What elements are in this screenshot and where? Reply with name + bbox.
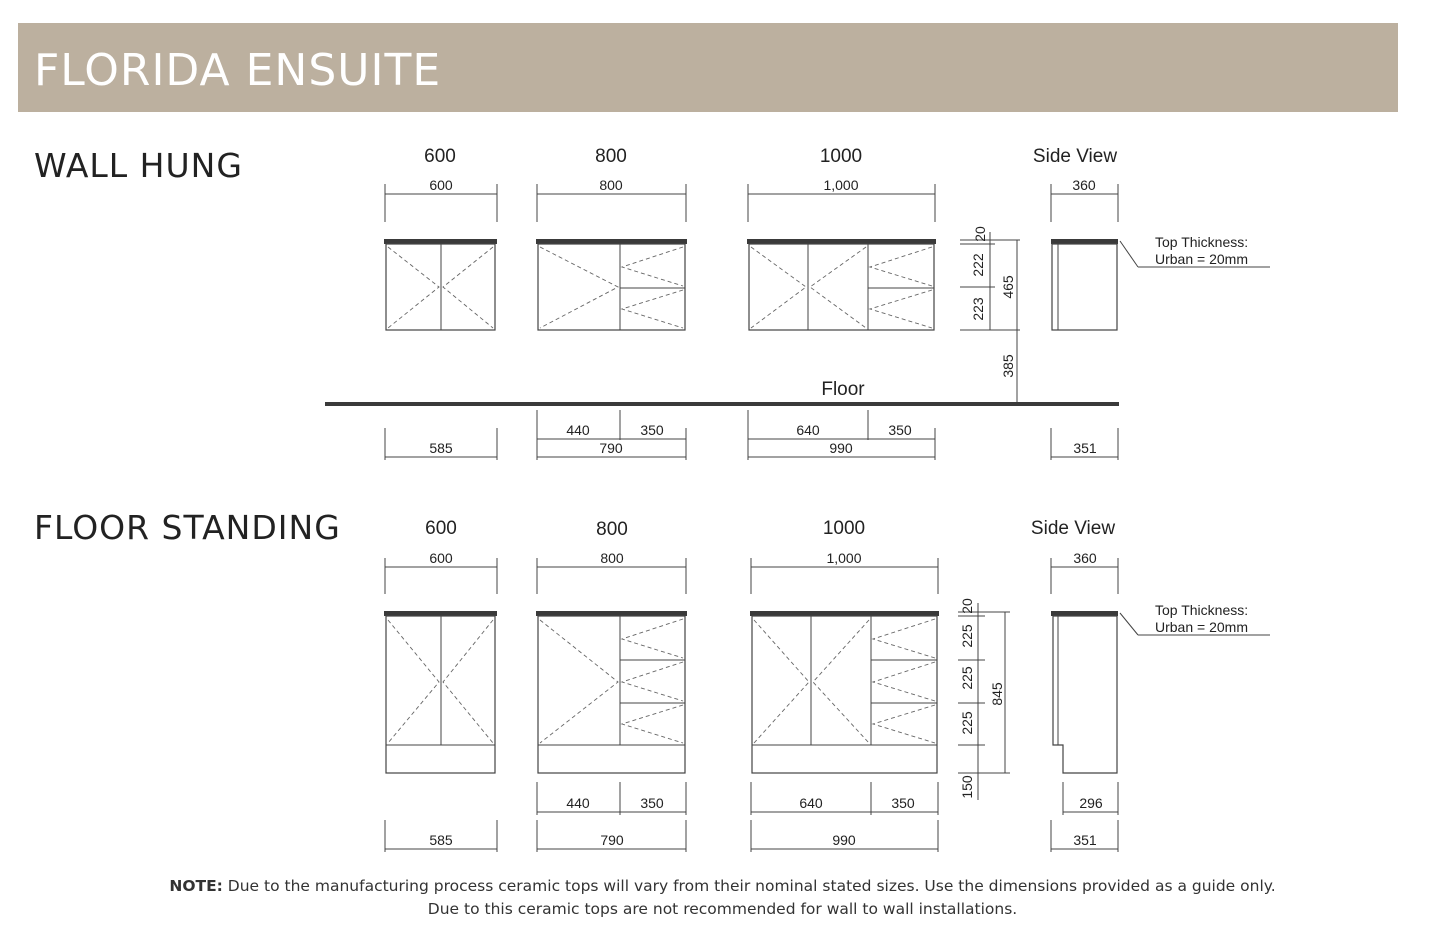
wall-unit-600-label: 600 <box>424 146 456 167</box>
svg-text:350: 350 <box>888 422 912 438</box>
floor-800-bottom-dims <box>537 782 686 852</box>
wall-600-width-dim <box>385 177 497 222</box>
svg-text:296: 296 <box>1079 795 1103 811</box>
svg-text:600: 600 <box>429 177 453 193</box>
note-text-1: Due to the manufacturing process ceramic tops will vary from their nominal stated sizes. Use the dimensions provided as a guide only. <box>227 877 1276 895</box>
svg-text:800: 800 <box>599 177 623 193</box>
svg-text:225: 225 <box>959 624 975 648</box>
svg-text:990: 990 <box>832 832 856 848</box>
svg-text:440: 440 <box>566 795 590 811</box>
wall-cabinet-600 <box>384 239 497 330</box>
svg-text:351: 351 <box>1073 440 1097 456</box>
svg-text:440: 440 <box>566 422 590 438</box>
floor-1000-width-dim <box>751 550 938 594</box>
wall-unit-800-label: 800 <box>595 146 627 167</box>
svg-text:225: 225 <box>959 711 975 735</box>
floor-800-width-dim <box>537 550 686 594</box>
floor-standing-heading: FLOOR STANDING <box>34 508 341 547</box>
wall-800-bottom-dims <box>537 410 686 460</box>
note-line-2: Due to this ceramic tops are not recommended for wall to wall installations. <box>427 900 1018 918</box>
svg-text:225: 225 <box>959 666 975 690</box>
wall-800-width-dim <box>537 177 686 222</box>
svg-text:845: 845 <box>989 682 1005 706</box>
svg-text:790: 790 <box>599 440 623 456</box>
svg-text:351: 351 <box>1073 832 1097 848</box>
page-title: FLORIDA ENSUITE <box>34 45 442 96</box>
note-label: NOTE: <box>169 877 223 895</box>
wall-unit-1000-label: 1000 <box>819 146 863 167</box>
floor-unit-600-label: 600 <box>425 518 457 539</box>
svg-text:1,000: 1,000 <box>826 550 862 566</box>
floor-label: Floor <box>821 379 865 400</box>
svg-text:360: 360 <box>1072 177 1096 193</box>
svg-text:350: 350 <box>640 795 664 811</box>
floor-callout-line1: Top Thickness: <box>1155 602 1249 618</box>
svg-text:150: 150 <box>959 775 975 799</box>
wall-1000-bottom-dims <box>748 410 935 460</box>
svg-text:350: 350 <box>640 422 664 438</box>
svg-text:585: 585 <box>429 832 453 848</box>
floor-600-bottom-dim <box>385 820 497 852</box>
floor-side-width-dim <box>1051 550 1118 594</box>
floor-callout-line2: Urban = 20mm <box>1155 619 1248 635</box>
svg-text:20: 20 <box>972 226 988 242</box>
wall-side-width-dim <box>1051 177 1118 222</box>
floor-1000-bottom-dims <box>751 782 938 852</box>
svg-text:465: 465 <box>1000 275 1016 299</box>
wall-hung-heading: WALL HUNG <box>34 146 243 185</box>
floor-cabinet-800 <box>536 611 687 773</box>
svg-text:990: 990 <box>829 440 853 456</box>
svg-text:223: 223 <box>970 297 986 321</box>
floor-side-view <box>1051 602 1270 773</box>
floor-side-view-label: Side View <box>1030 518 1116 539</box>
wall-callout-line2: Urban = 20mm <box>1155 251 1248 267</box>
svg-text:640: 640 <box>799 795 823 811</box>
wall-600-bottom-dim <box>385 428 497 460</box>
wall-side-view <box>1051 234 1270 330</box>
wall-cabinet-1000 <box>747 239 936 330</box>
svg-text:790: 790 <box>600 832 624 848</box>
svg-text:385: 385 <box>1000 354 1016 378</box>
svg-text:585: 585 <box>429 440 453 456</box>
svg-text:640: 640 <box>796 422 820 438</box>
svg-text:1,000: 1,000 <box>823 177 859 193</box>
wall-height-dims <box>960 226 1020 404</box>
wall-1000-width-dim <box>748 177 935 222</box>
wall-side-view-label: Side View <box>1032 146 1118 167</box>
floor-unit-1000-label: 1000 <box>822 518 866 539</box>
wall-callout-line1: Top Thickness: <box>1155 234 1249 250</box>
svg-text:222: 222 <box>970 253 986 277</box>
svg-text:20: 20 <box>959 598 975 614</box>
floor-height-dims <box>958 598 1010 800</box>
floor-cabinet-600 <box>384 611 497 773</box>
floor-600-width-dim <box>385 550 497 594</box>
note-line-1 <box>0 877 1445 895</box>
floor-side-bottom-dims <box>1051 782 1118 852</box>
svg-text:360: 360 <box>1073 550 1097 566</box>
floor-unit-800-label: 800 <box>596 519 628 540</box>
wall-cabinet-800 <box>536 239 687 330</box>
floor-cabinet-1000 <box>750 611 939 773</box>
svg-text:600: 600 <box>429 550 453 566</box>
floor-line <box>325 379 1119 406</box>
svg-text:350: 350 <box>891 795 915 811</box>
svg-text:800: 800 <box>600 550 624 566</box>
wall-side-bottom-dim <box>1051 428 1118 460</box>
